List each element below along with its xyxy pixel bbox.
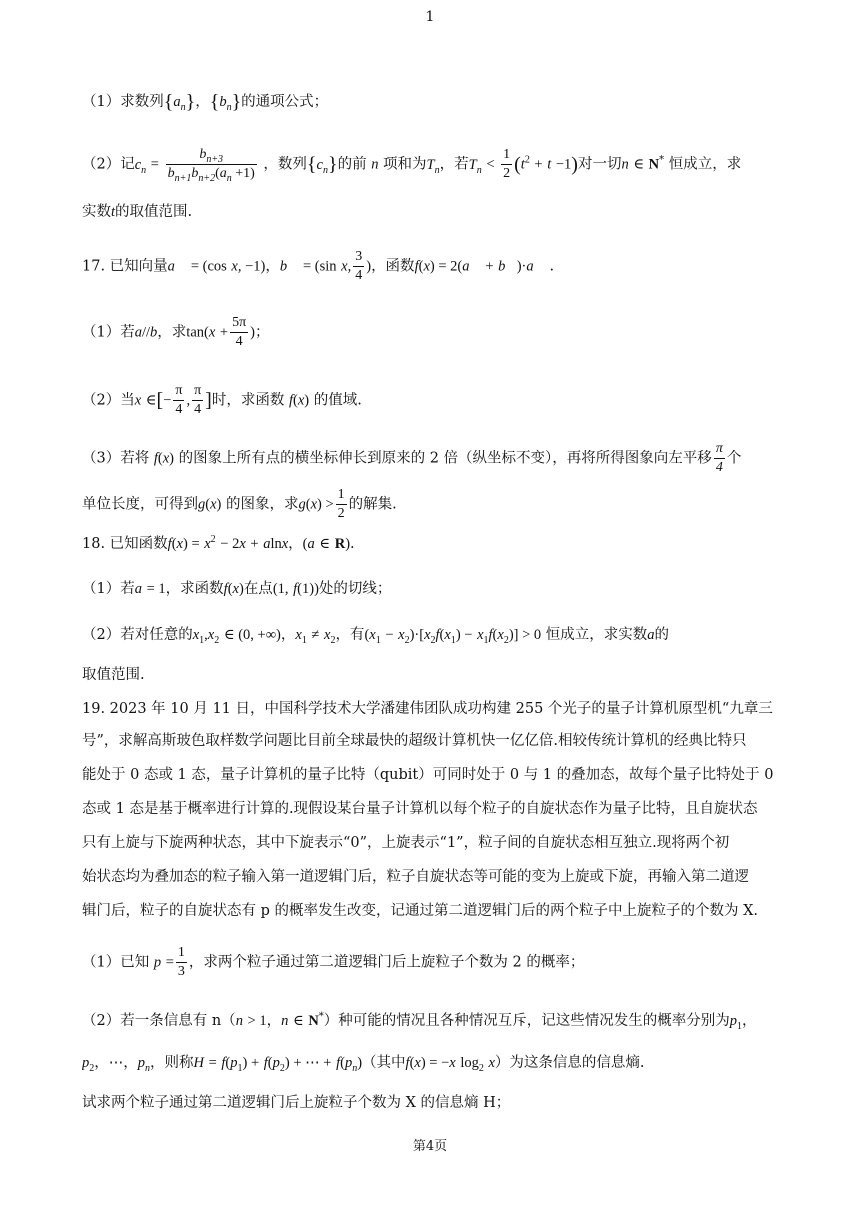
q18-stem: 18. 已知函数$f(x) = x^2 - 2x + alnx$，(a ∈ R). xyxy=(82,534,355,552)
q19-line-5: 只有上旋与下旋两种状态，其中下旋表示“0”，上旋表示“1”，粒子间的自旋状态相互独立.现将两个初 xyxy=(82,835,730,851)
q19-part2-line3: 试求两个粒子通过第二道逻辑门后上旋粒子个数为 X 的信息熵 H； xyxy=(82,1095,511,1111)
q16-part2-line2: 实数t的取值范围. xyxy=(82,204,193,220)
page-number-bottom: 第4页 xyxy=(412,1139,448,1154)
q18-part1: （1）若a = 1，求函数f(x)在点(1, f(1))处的切线； xyxy=(82,581,392,597)
q19-part2: （2）若一条信息有 n（n > 1，n ∈ N*）种可能的情况且各种情况互斥，记这些情况发生的概率分别为$p_1$， xyxy=(82,1011,757,1032)
q19-line-3: 能处于 0 态或 1 态，量子计算机的量子比特（qubit）可同时处于 0 与 1 的叠加态，故每个量子比特处于 0 xyxy=(82,767,774,783)
q17-stem: 17. 已知向量a⃗ = (cos x, −1)，b⃗ = (sin x, $\frac{3}{4}$ )，函数f(x) = 2(a⃗ + b⃗)·a⃗ . xyxy=(82,249,555,283)
q18-part2-line2: 取值范围. xyxy=(82,667,145,683)
q16-part2: （2）记$c_n$ = $\frac{b_{n+3}}{b_{n+1}b_{n+2}(a_n +1)}$ ，数列$\{c_n\}$的前 n 项和为$T_n$，若$T_n$ < $\frac{1}{2}$ $(t^2 + t -1)$对一切n ∈ N* 恒成立，求 xyxy=(82,147,742,183)
q16-part1: （1）求数列$\{a_n\}$，$\{b_n\}$的通项公式； xyxy=(82,91,329,113)
q19-part1: （1）已知 p = $\frac{1}{3}$ ，求两个粒子通过第二道逻辑门后上旋粒子个数为 2 的概率； xyxy=(82,945,585,979)
q19-line-6: 始状态均为叠加态的粒子输入第一道逻辑门后，粒子自旋状态等可能的变为上旋或下旋，再输入第二道逻 xyxy=(82,869,749,885)
q19-line-7: 辑门后，粒子的自旋状态有 p 的概率发生改变，记通过第二道逻辑门后的两个粒子中上旋粒子的个数为 X. xyxy=(82,903,759,919)
q17-part3-line2: 单位长度，可得到g(x) 的图象，求g(x) > $\frac{1}{2}$ 的解集. xyxy=(82,487,397,521)
q19-line-2: 号”，求解高斯玻色取样数学问题比目前全球最快的超级计算机快一亿亿倍.相较传统计算机的经典比特只 xyxy=(82,733,747,749)
page-number-top: 1 xyxy=(425,9,435,25)
q17-part2: （2）当x ∈[− $\frac{\pi}{4}$ , $\frac{\pi}{4}$ ]时，求函数 f(x) 的值域. xyxy=(82,383,362,417)
q19-part2-line2: $p_2$，⋯，$p_n$，则称$H = f(p_1) + f(p_2)$ + ⋯ + $f(p_n)$（其中f(x) = −x $\log_2 x$）为这条信息的信息熵. xyxy=(82,1055,645,1074)
q17-part3: （3）若将 f(x) 的图象上所有点的横坐标伸长到原来的 2 倍（纵坐标不变），再将所得图象向左平移 $\frac{\pi}{4}$ 个 xyxy=(82,441,742,475)
q17-part1: （1）若a//b，求tan(x + $\frac{5\pi}{4}$ )； xyxy=(82,315,270,349)
q19-line-4: 态或 1 态是基于概率进行计算的.现假设某台量子计算机以每个粒子的自旋状态作为量子比特，且自旋状态 xyxy=(82,801,758,817)
q18-part2: （2）若对任意的$x_1,x_2$ ∈ (0, +∞)，$x_1 \ne x_2$，有$(x_1 - x_2)\cdot[x_2f(x_1) - x_1f(x_2)] > 0$ 恒成立，求实数a的 xyxy=(82,627,670,646)
q19-line-1: 19. 2023 年 10 月 11 日，中国科学技术大学潘建伟团队成功构建 255 个光子的量子计算机原型机“九章三 xyxy=(82,701,773,717)
